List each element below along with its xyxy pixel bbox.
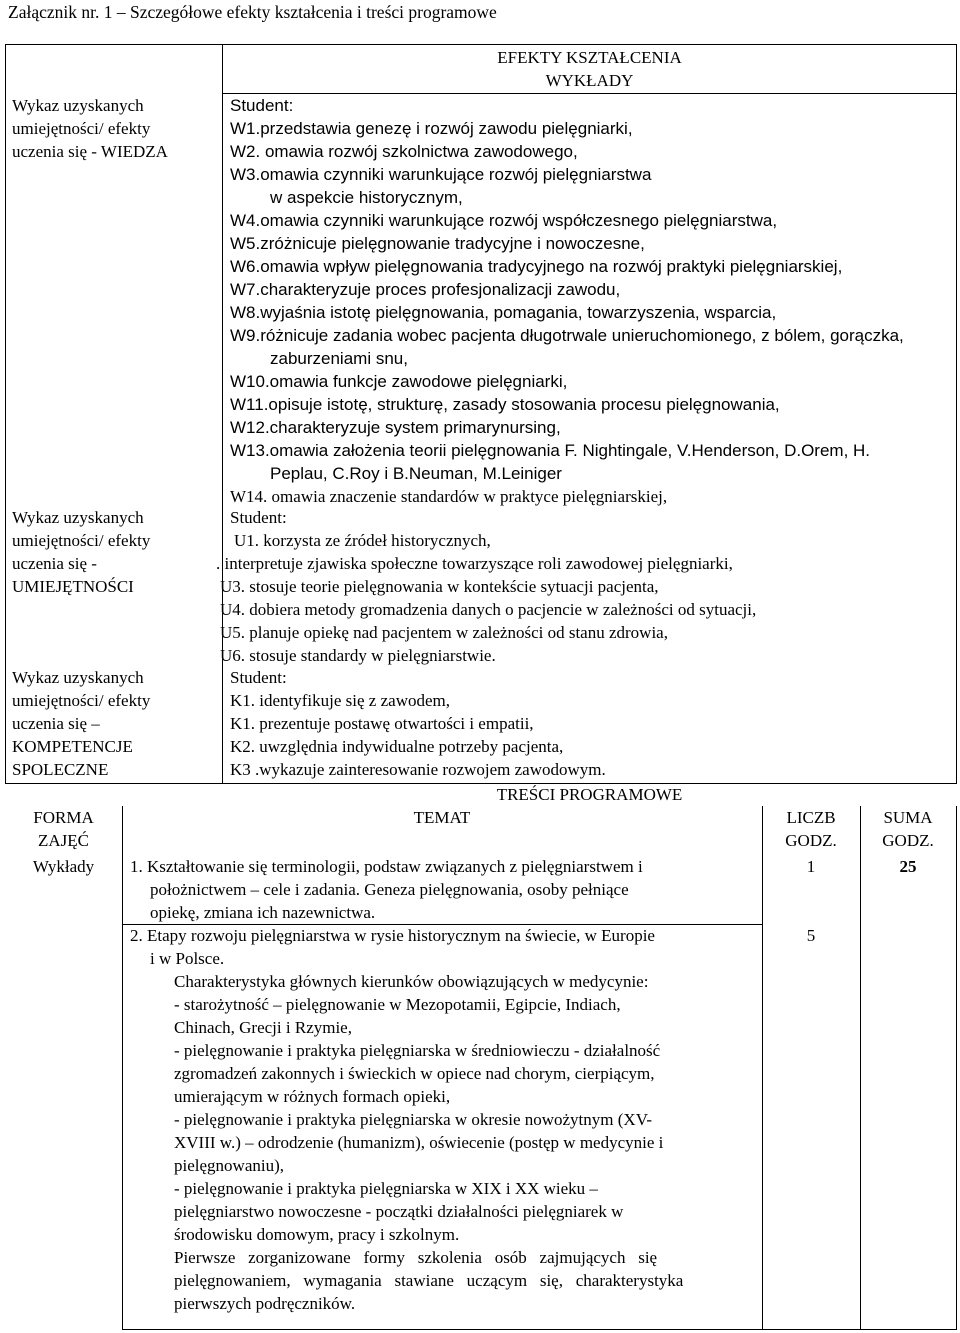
program-column-divider bbox=[122, 806, 123, 1330]
umiejetnosci-label-line: Wykaz uzyskanych bbox=[12, 508, 144, 527]
wiedza-effect: W6.omawia wpływ pielęgnowania tradycyjnego na rozwój praktyki pielęgniarskiej, bbox=[230, 257, 843, 276]
effects-header-title: EFEKTY KSZTAŁCENIA bbox=[497, 48, 682, 67]
topic-line: zgromadzeń zakonnych i świeckich w opiece nad chorym, cierpiącym, bbox=[174, 1064, 655, 1083]
topic-line: - pielęgnowanie i praktyka pielęgniarska w XIX i XX wieku – bbox=[174, 1179, 598, 1198]
effects-header bbox=[222, 46, 957, 92]
umiejetnosci-effect: U1. korzysta ze źródeł historycznych, bbox=[234, 531, 491, 550]
topic-line: pielęgnowaniu), bbox=[174, 1156, 284, 1175]
kompetencje-effect: K1. prezentuje postawę otwartości i empatii, bbox=[230, 714, 534, 733]
topic-line: 2. Etapy rozwoju pielęgniarstwa w rysie historycznym na świecie, w Europie bbox=[130, 926, 655, 945]
umiejetnosci-label-line: uczenia się - bbox=[12, 554, 97, 573]
wiedza-effect: W7.charakteryzuje proces profesjonalizacji zawodu, bbox=[230, 280, 621, 299]
wiedza-effect: W3.omawia czynniki warunkujące rozwój pielęgniarstwa bbox=[230, 165, 652, 184]
wiedza-student-label: Student: bbox=[230, 96, 294, 115]
kompetencje-label bbox=[12, 666, 217, 781]
topic-1-hours: 1 bbox=[806, 857, 816, 876]
wiedza-effect: W12.charakteryzuje system primarynursing, bbox=[230, 418, 561, 437]
kompetencje-effect: K1. identyfikuje się z zawodem, bbox=[230, 691, 450, 710]
liczb-header-line: LICZB bbox=[786, 808, 836, 827]
wiedza-label-line: umiejętności/ efekty bbox=[12, 119, 151, 138]
topic-line: opiekę, zmiana ich nazewnictwa. bbox=[150, 903, 376, 922]
umiejetnosci-label-line: umiejętności/ efekty bbox=[12, 531, 151, 550]
topic-2-text bbox=[130, 924, 755, 1315]
program-column-divider bbox=[860, 806, 861, 1330]
umiejetnosci-effect: U6. stosuje standardy w pielęgniarstwie. bbox=[220, 646, 496, 665]
kompetencje-content bbox=[230, 666, 955, 781]
wiedza-effect: W9.różnicuje zadania wobec pacjenta długotrwale unieruchomionego, z bólem, gorączka, bbox=[230, 326, 904, 345]
topic-line: - pielęgnowanie i praktyka pielęgniarska w okresie nowożytnym (XV- bbox=[174, 1110, 653, 1129]
forma-header bbox=[5, 806, 122, 852]
program-heading: TREŚCI PROGRAMOWE bbox=[496, 785, 683, 804]
wiedza-effect: W11.opisuje istotę, strukturę, zasady stosowania procesu pielęgnowania, bbox=[230, 395, 780, 414]
topic-line: Charakterystyka głównych kierunków obowiązujących w medycynie: bbox=[174, 972, 649, 991]
topic-line: środowisku domowym, pracy i szkolnym. bbox=[174, 1225, 460, 1244]
topic-line: XVIII w.) – odrodzenie (humanizm), oświecenie (postęp w medycynie i bbox=[174, 1133, 664, 1152]
wiedza-effect: zaburzeniami snu, bbox=[270, 349, 408, 368]
suma-header bbox=[860, 806, 956, 852]
wiedza-effect: W5.zróżnicuje pielęgnowanie tradycyjne i nowoczesne, bbox=[230, 234, 645, 253]
kompetencje-effect: K2. uwzględnia indywidualne potrzeby pacjenta, bbox=[230, 737, 564, 756]
kompetencje-label-line: KOMPETENCJE bbox=[12, 737, 133, 756]
suma-value: 25 bbox=[899, 857, 917, 876]
effects-column-divider bbox=[222, 44, 223, 784]
suma-header-line: SUMA bbox=[883, 808, 933, 827]
umiejetnosci-label bbox=[12, 506, 217, 598]
topic-line: - pielęgnowanie i praktyka pielęgniarska w średniowieczu - działalność bbox=[174, 1041, 661, 1060]
topic-line: umierającym w różnych formach opieki, bbox=[174, 1087, 451, 1106]
program-column-divider bbox=[762, 806, 763, 1330]
umiejetnosci-effect: U3. stosuje teorie pielęgnowania w kontekście sytuacji pacjenta, bbox=[220, 577, 659, 596]
umiejetnosci-content bbox=[216, 506, 955, 667]
wiedza-effect: w aspekcie historycznym, bbox=[270, 188, 463, 207]
topic-line: pierwszych podręczników. bbox=[174, 1294, 356, 1313]
wiedza-effect: W1.przedstawia genezę i rozwój zawodu pielęgniarki, bbox=[230, 119, 633, 138]
topic-line: położnictwem – cele i zadania. Geneza pielęgnowania, osoby pełniące bbox=[150, 880, 629, 899]
wiedza-label-line: uczenia się - WIEDZA bbox=[12, 142, 168, 161]
topic-2-hours: 5 bbox=[806, 926, 816, 945]
temat-header: TEMAT bbox=[413, 808, 471, 827]
forma-value: Wykłady bbox=[32, 857, 95, 876]
wiedza-effect: W8.wyjaśnia istotę pielęgnowania, pomagania, towarzyszenia, wsparcia, bbox=[230, 303, 777, 322]
kompetencje-label-line: umiejętności/ efekty bbox=[12, 691, 151, 710]
kompetencje-label-line: uczenia się – bbox=[12, 714, 100, 733]
liczb-header bbox=[762, 806, 860, 852]
topic-1-text bbox=[130, 855, 755, 924]
topic-line: Pierwsze zorganizowane formy szkolenia osób zajmujących się bbox=[174, 1248, 658, 1267]
wiedza-label bbox=[12, 94, 217, 163]
effects-header-subtitle: WYKŁADY bbox=[545, 71, 634, 90]
kompetencje-label-line: Wykaz uzyskanych bbox=[12, 668, 144, 687]
wiedza-effect: W13.omawia założenia teorii pielęgnowania F. Nightingale, V.Henderson, D.Orem, H. bbox=[230, 441, 871, 460]
umiejetnosci-effect: U5. planuje opiekę nad pacjentem w zależności od stanu zdrowia, bbox=[220, 623, 668, 642]
kompetencje-student-label: Student: bbox=[230, 668, 287, 687]
kompetencje-effect: K3 .wykazuje zainteresowanie rozwojem zawodowym. bbox=[230, 760, 606, 779]
program-right-border bbox=[956, 806, 957, 1330]
forma-header-line: ZAJĘĆ bbox=[38, 831, 89, 850]
topic-line: pielęgniarstwo nowoczesne - początki działalności pielęgniarek w bbox=[174, 1202, 624, 1221]
wiedza-effect: W14. omawia znaczenie standardów w praktyce pielęgniarskiej, bbox=[230, 487, 668, 506]
wiedza-content bbox=[230, 94, 955, 508]
page-title: Załącznik nr. 1 – Szczegółowe efekty kształcenia i treści programowe bbox=[8, 2, 497, 22]
topic-line: pielęgnowaniem, wymagania stawiane uczącym się, charakterystyka bbox=[174, 1271, 684, 1290]
program-bottom-border bbox=[122, 1329, 956, 1330]
umiejetnosci-effect: U4. dobiera metody gromadzenia danych o pacjencie w zależności od sytuacji, bbox=[220, 600, 757, 619]
umiejetnosci-label-line: UMIEJĘTNOŚCI bbox=[12, 577, 134, 596]
suma-header-line: GODZ. bbox=[882, 831, 934, 850]
umiejetnosci-student-label: Student: bbox=[230, 508, 287, 527]
topic-line: Chinach, Grecji i Rzymie, bbox=[174, 1018, 352, 1037]
wiedza-label-line: Wykaz uzyskanych bbox=[12, 96, 144, 115]
kompetencje-label-line: SPOLECZNE bbox=[12, 760, 109, 779]
liczb-header-line: GODZ. bbox=[785, 831, 837, 850]
topic-line: i w Polsce. bbox=[150, 949, 225, 968]
umiejetnosci-effect: . interpretuje zjawiska społeczne towarzyszące roli zawodowej pielęgniarki, bbox=[216, 554, 733, 573]
wiedza-effect: W10.omawia funkcje zawodowe pielęgniarki, bbox=[230, 372, 568, 391]
wiedza-effect: Peplau, C.Roy i B.Neuman, M.Leiniger bbox=[270, 464, 562, 483]
topic-line: - starożytność – pielęgnowanie w Mezopotamii, Egipcie, Indiach, bbox=[174, 995, 621, 1014]
topic-line: 1. Kształtowanie się terminologii, podstaw związanych z pielęgniarstwem i bbox=[130, 857, 643, 876]
wiedza-effect: W2. omawia rozwój szkolnictwa zawodowego, bbox=[230, 142, 578, 161]
forma-header-line: FORMA bbox=[33, 808, 94, 827]
wiedza-effect: W4.omawia czynniki warunkujące rozwój współczesnego pielęgniarstwa, bbox=[230, 211, 778, 230]
